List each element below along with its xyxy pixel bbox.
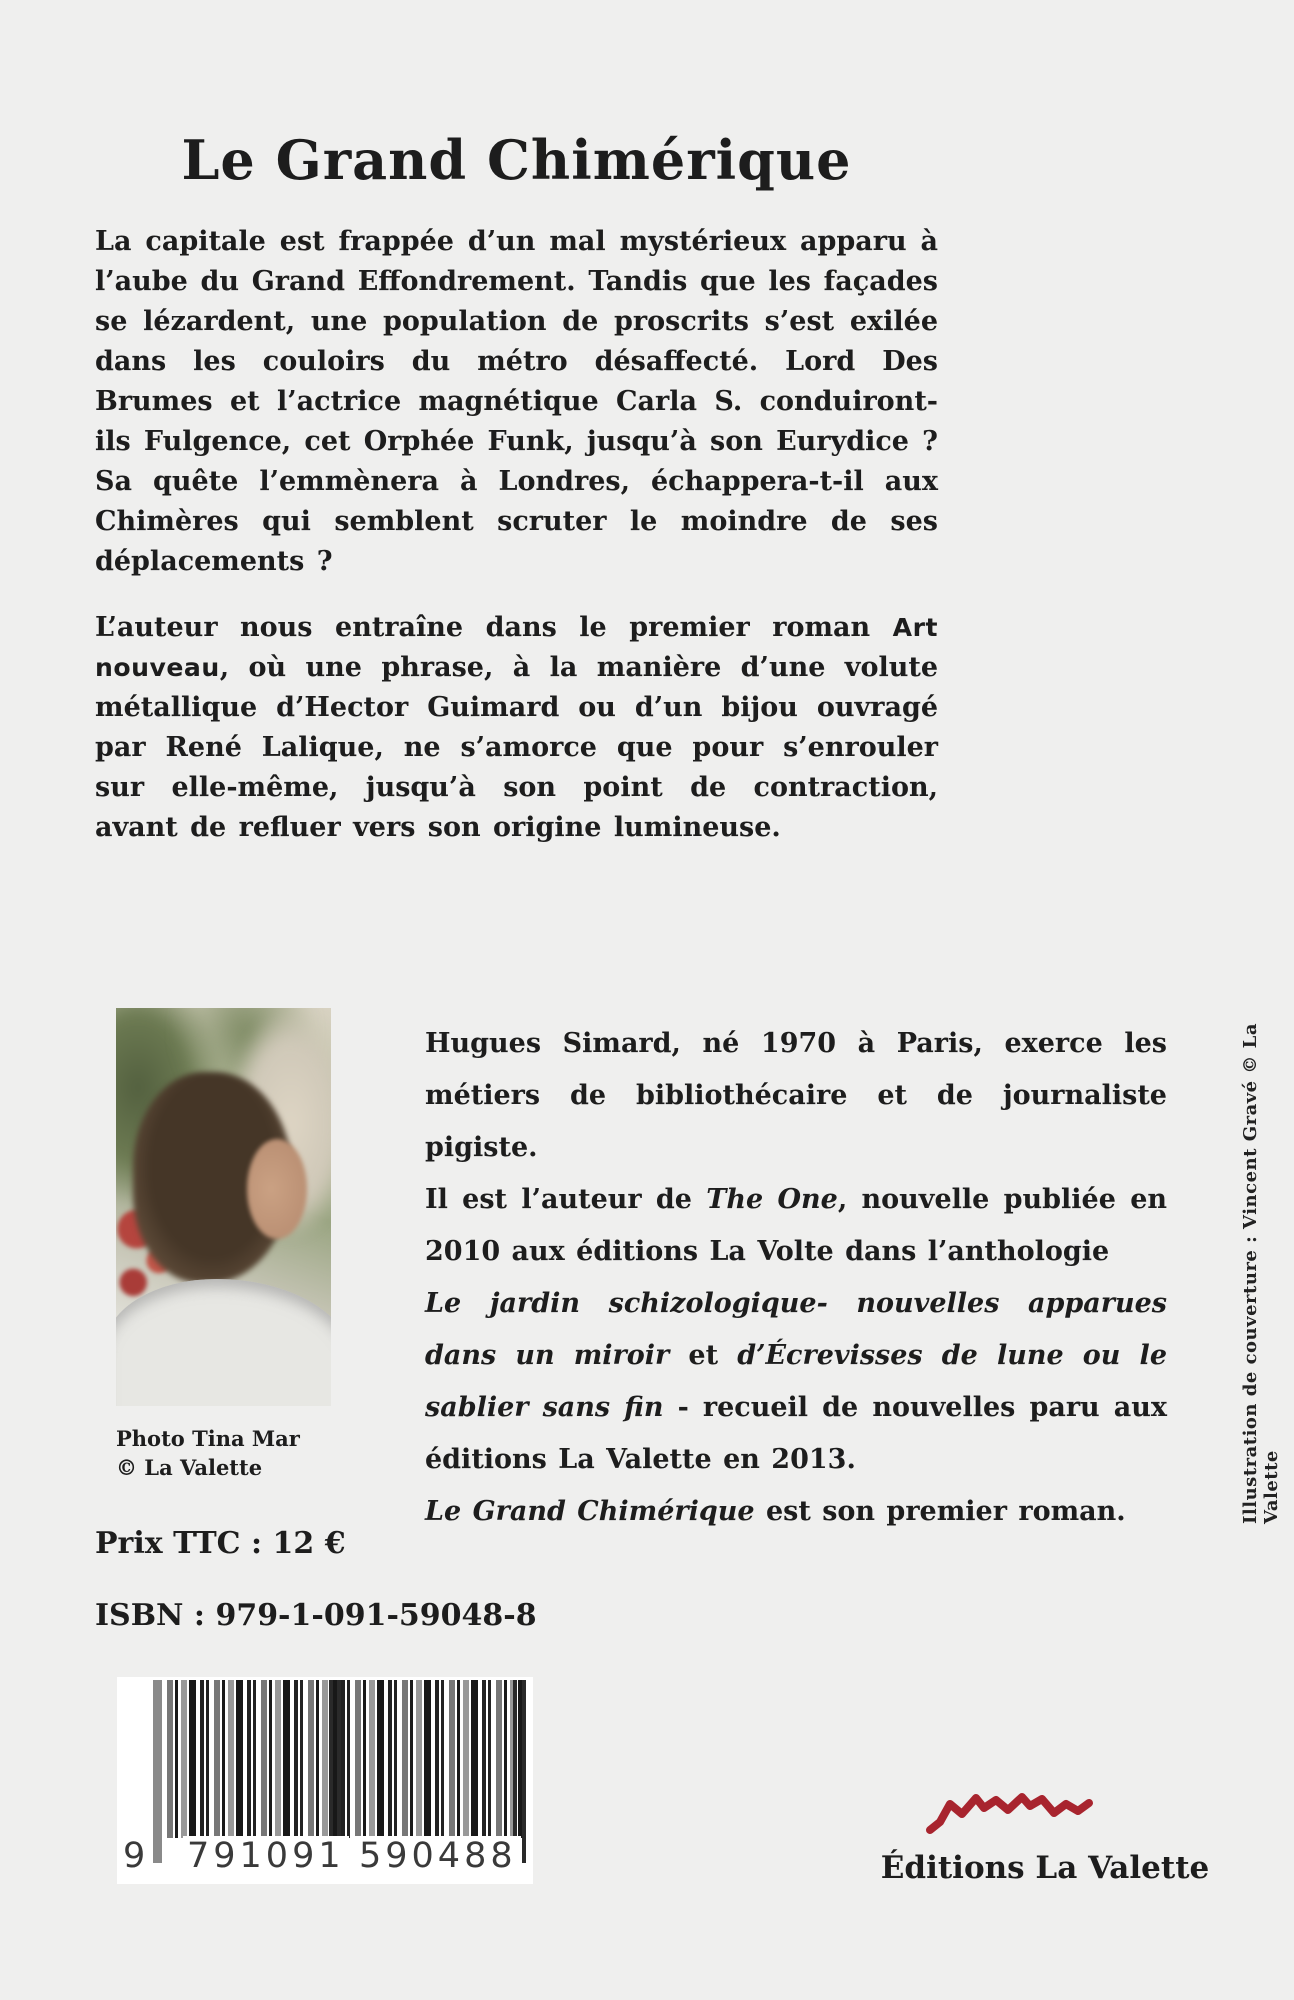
bio-text-3b: - recueil de nouvelles paru aux éditions La Valette en 2013. bbox=[425, 1392, 1167, 1475]
bio-text-1: Hugues Simard, né 1970 à Paris, exerce les métiers de bibliothécaire et de journaliste pigiste. bbox=[425, 1028, 1167, 1163]
author-bio bbox=[425, 1018, 1167, 1538]
bio-title-ecrevisses: d’Écrevisses de lune ou le sablier sans fin bbox=[425, 1340, 1167, 1423]
author-photo-face bbox=[247, 1139, 307, 1239]
barcode-digit-group1: 791091 bbox=[183, 1836, 349, 1876]
bio-text-2b: , nouvelle publiée en 2010 aux éditions La Volte dans l’anthologie bbox=[425, 1184, 1167, 1267]
bio-chunk-3 bbox=[425, 1278, 1167, 1486]
bio-title-the-one: The One bbox=[706, 1184, 838, 1215]
barcode bbox=[117, 1677, 533, 1884]
synopsis bbox=[95, 222, 938, 874]
synopsis-text-2a: L’auteur nous entraîne dans le premier roman bbox=[95, 612, 893, 643]
synopsis-paragraph-1 bbox=[95, 222, 938, 582]
photo-credit-line1: Photo Tina Mar bbox=[116, 1426, 300, 1451]
bio-chunk-4 bbox=[425, 1486, 1167, 1538]
cover-illustration-credit: Illustration de couverture : Vincent Gravé © La Valette bbox=[1240, 1023, 1282, 1524]
bio-text-2a: Il est l’auteur de bbox=[425, 1184, 707, 1215]
bio-text-3a: et bbox=[669, 1340, 738, 1371]
bio-text-4: est son premier roman. bbox=[754, 1496, 1126, 1527]
bio-chunk-2 bbox=[425, 1174, 1167, 1278]
synopsis-text-2b: , où une phrase, à la manière d’une volute métallique d’Hector Guimard ou d’un bijou ouvragé par René Lalique, ne s’amorce que pour s’enrouler sur elle-même, jusqu’à son point de contraction, avant de refluer vers son origine lumineuse. bbox=[95, 652, 938, 843]
synopsis-paragraph-2 bbox=[95, 608, 938, 848]
art-nouveau-styled-text: Art nouveau bbox=[95, 613, 938, 682]
author-photo bbox=[116, 1008, 331, 1406]
bio-title-grand-chimerique: Le Grand Chimérique bbox=[425, 1496, 755, 1527]
publisher-squiggle-icon bbox=[922, 1782, 1098, 1840]
photo-credit-line2: © La Valette bbox=[116, 1455, 263, 1480]
bio-chunk-1 bbox=[425, 1018, 1167, 1174]
publisher-name: Éditions La Valette bbox=[880, 1850, 1210, 1886]
photo-credit bbox=[116, 1424, 356, 1482]
barcode-digit-prefix: 9 bbox=[119, 1836, 149, 1876]
barcode-digit-group2: 590488 bbox=[355, 1836, 521, 1876]
barcode-digits bbox=[117, 1832, 533, 1876]
isbn-label: ISBN : 979-1-091-59048-8 bbox=[95, 1598, 537, 1633]
price-label: Prix TTC : 12 € bbox=[95, 1526, 346, 1561]
bio-title-jardin: Le jardin schizologique- nouvelles apparues dans un miroir bbox=[425, 1288, 1167, 1371]
synopsis-text-1: La capitale est frappée d’un mal mystérieux apparu à l’aube du Grand Effondrement. Tandis que les façades se lézardent, une population de proscrits s’est exilée dans les couloirs du métro désaffecté. Lord Des Brumes et l’actrice magnétique Carla S. conduiront-ils Fulgence, cet Orphée Funk, jusqu’à son Eurydice ? Sa quête l’emmènera à Londres, échappera-t-il aux Chimères qui semblent scruter le moindre de ses déplacements ? bbox=[95, 226, 938, 577]
author-photo-shirt bbox=[116, 1279, 331, 1406]
book-title: Le Grand Chimérique bbox=[181, 128, 852, 193]
